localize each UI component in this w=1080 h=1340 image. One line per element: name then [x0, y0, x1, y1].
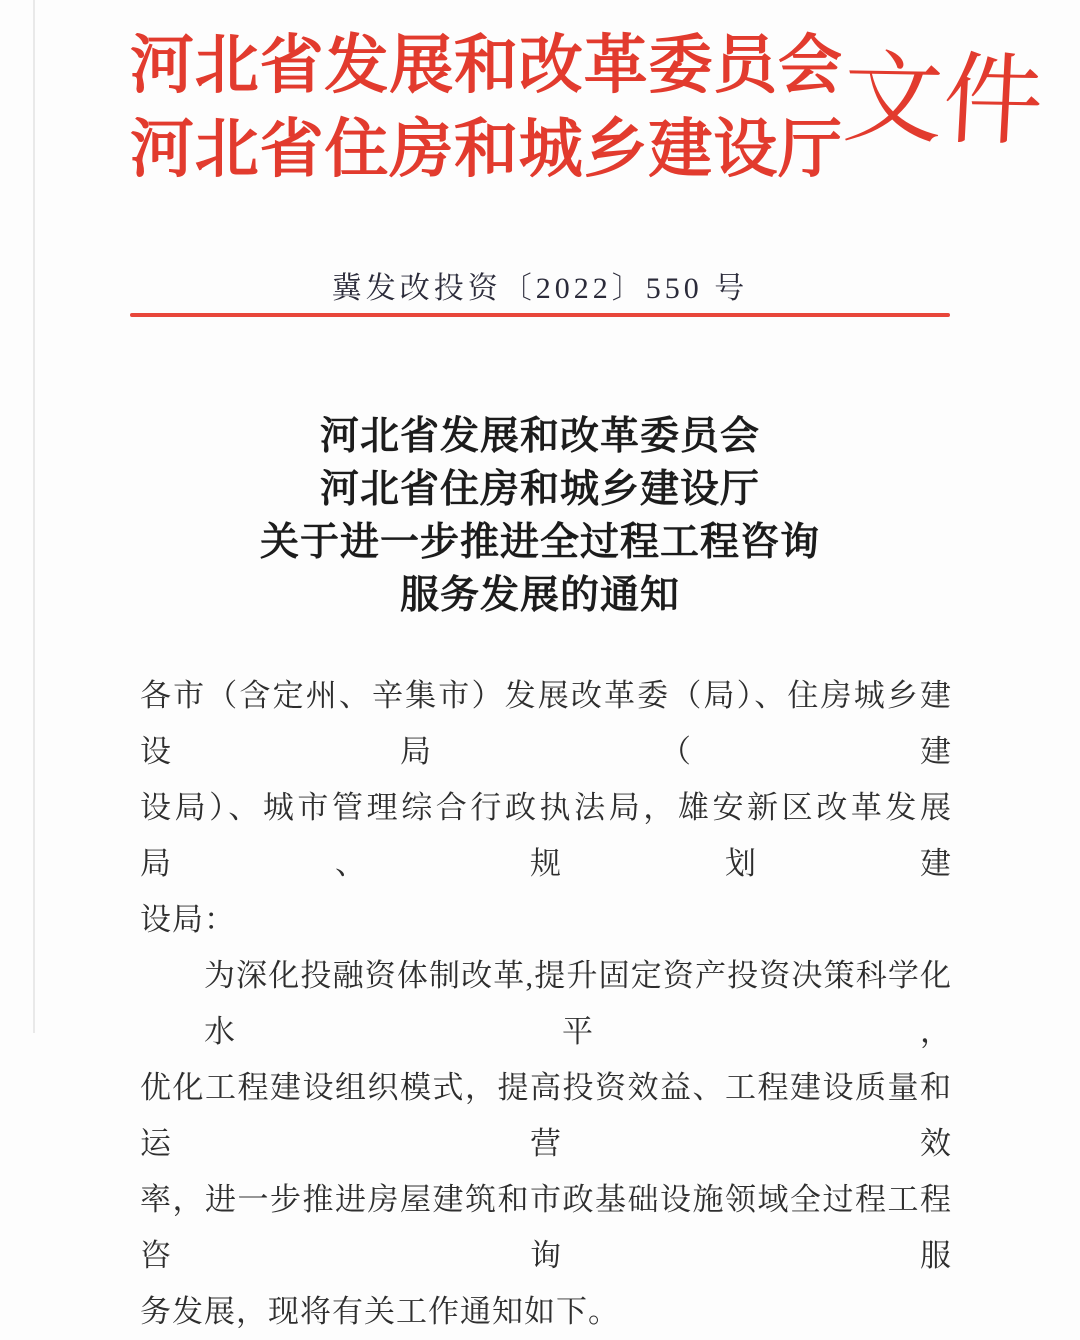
paragraph-line-2: 优化工程建设组织模式，提高投资效益、工程建设质量和运营效: [140, 1070, 952, 1161]
issuing-orgs: [130, 24, 842, 192]
salutation-line-3: 设局：: [140, 902, 236, 937]
title-line-3: 关于进一步推进全过程工程咨询: [259, 521, 820, 564]
paragraph-line-1: 为深化投融资体制改革,提升固定资产投资决策科学化水平，: [204, 958, 952, 1049]
title-line-4: 服务发展的通知: [399, 574, 680, 617]
salutation-line-1: 各市（含定州、辛集市）发展改革委（局）、住房城乡建设局（建: [140, 678, 952, 769]
red-divider-line: [130, 313, 950, 317]
paragraph-line-4: 务发展，现将有关工作通知如下。: [140, 1294, 620, 1329]
doc-type-label: 文件: [840, 43, 1046, 158]
document-body: [140, 668, 952, 1340]
title-line-2: 河北省住房和城乡建设厅: [319, 468, 760, 511]
issuing-org-line-2: 河北省住房和城乡建设厅: [130, 114, 842, 185]
document-title: [0, 410, 1080, 622]
paragraph-line-3: 率，进一步推进房屋建筑和市政基础设施领域全过程工程咨询服: [140, 1182, 952, 1273]
intro-paragraph: [140, 948, 952, 1340]
letterhead: [130, 24, 1046, 209]
issuing-org-line-1: 河北省发展和改革委员会: [130, 30, 842, 101]
document-number: 冀发改投资〔2022〕550 号: [331, 272, 749, 305]
title-line-1: 河北省发展和改革委员会: [319, 415, 760, 458]
salutation: [140, 668, 952, 948]
salutation-line-2: 设局）、城市管理综合行政执法局，雄安新区改革发展局、规划建: [140, 790, 952, 881]
